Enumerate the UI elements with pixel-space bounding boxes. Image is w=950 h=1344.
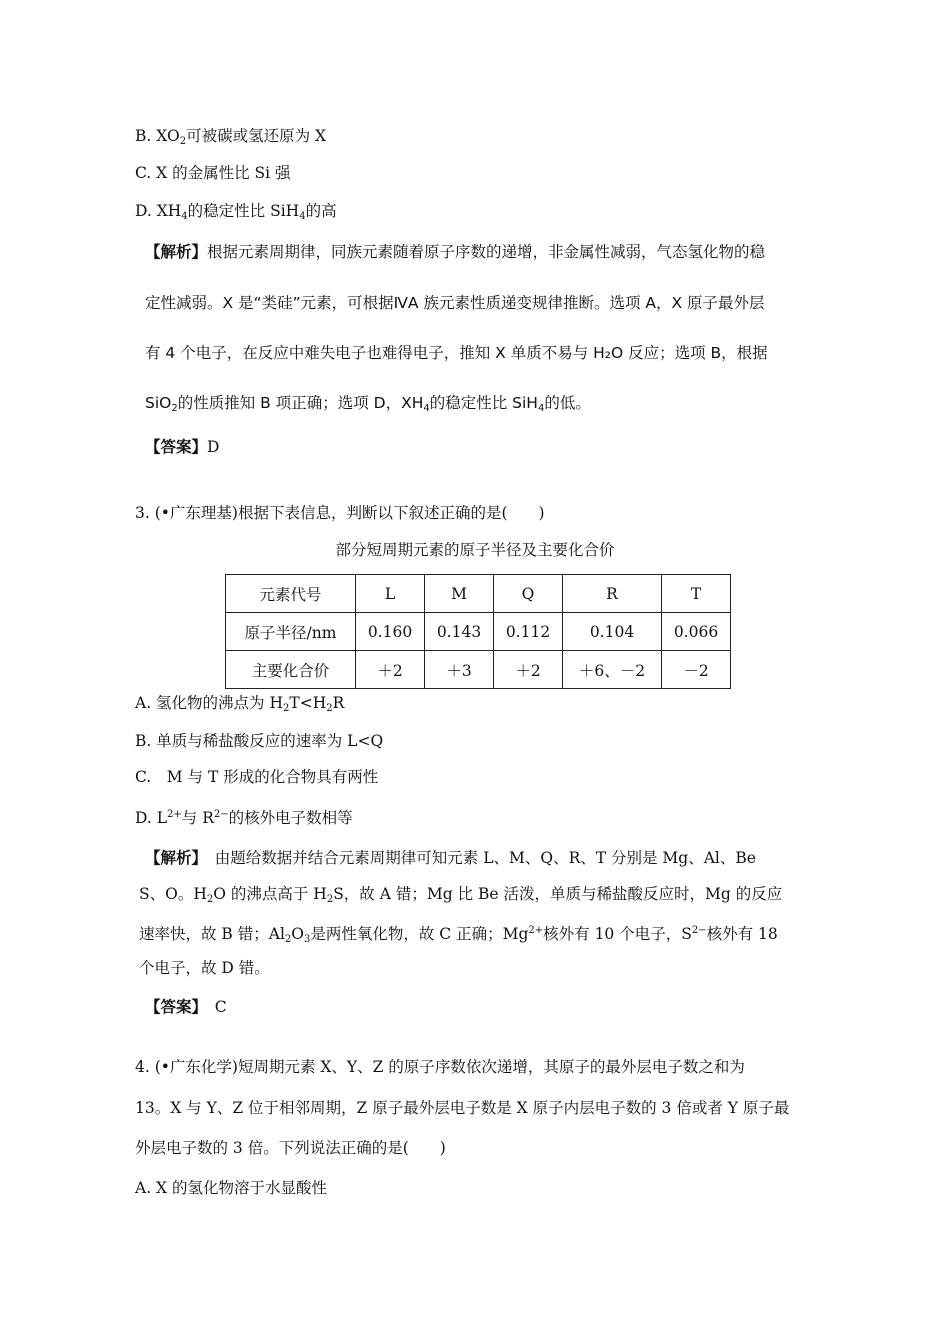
q2-analysis-line-4: SiO$_2$的性质推知 B 项正确；选项 D，$XH_4$的稳定性比 SiH$_4$的低。 [145,394,591,414]
table-cell: 主要化合价 [226,651,356,689]
table-cell: L [356,575,425,613]
table-cell: 0.143 [425,613,494,651]
q3-option-c: C. M 与 T 形成的化合物具有两性 [135,768,379,786]
table-cell: 元素代号 [226,575,356,613]
analysis-tag: 【解析】 [145,849,200,867]
table-cell: R [563,575,662,613]
q4-stem-line-1: 4. (•广东化学)短周期元素 X、Y、Z 的原子序数依次递增，其原子的最外层电子数之和为 [135,1058,745,1076]
q2-analysis-line-3: 有 4 个电子，在反应中难失电子也难得电子，推知 X 单质不易与 H₂O 反应；选项 B，根据 [145,344,768,362]
q3-option-a: A. 氢化物的沸点为 $H_2T<H_2R$ [135,694,345,714]
q3-element-table [225,574,731,689]
q3-analysis-line-3: 速率快，故 B 错；$Al_2O_3$是两性氧化物，故 C 正确；$Mg^{2+}$核外有 10 个电子，$S^{2-}$核外有 18 [139,925,778,945]
analysis-tag: 【解析】 [145,243,208,261]
q3-stem: 3. (•广东理基)根据下表信息，判断以下叙述正确的是( ) [135,504,545,522]
q4-stem-line-3: 外层电子数的 3 倍。下列说法正确的是( ) [135,1139,446,1157]
q2-option-b: B. $XO_2$可被碳或氢还原为 X [135,127,327,147]
table-row [226,613,731,651]
q3-answer: 【答案】 C [145,998,227,1016]
q3-analysis-line-4: 个电子，故 D 错。 [139,959,270,977]
table-cell: ＋3 [425,651,494,689]
q2-option-c: C. X 的金属性比 Si 强 [135,164,291,182]
table-cell: 0.104 [563,613,662,651]
q2-analysis-line-2: 定性减弱。X 是“类硅”元素，可根据ⅣA 族元素性质递变规律推断。选项 A，X 原子最外层 [145,294,765,312]
table-cell: ＋2 [494,651,563,689]
table-cell: 0.112 [494,613,563,651]
q2-answer: 【答案】D [145,438,220,456]
answer-tag: 【答案】 [145,438,208,456]
q2-analysis-line-1: 【解析】根据元素周期律，同族元素随着原子序数的递增，非金属性减弱，气态氢化物的稳 [145,243,766,261]
table-cell: ＋6、－2 [563,651,662,689]
answer-tag: 【答案】 [145,998,200,1016]
table-cell: ＋2 [356,651,425,689]
table-cell: 0.160 [356,613,425,651]
table-cell: 原子半径/nm [226,613,356,651]
q4-stem-line-2: 13。X 与 Y、Z 位于相邻周期，Z 原子最外层电子数是 X 原子内层电子数的 3 倍或者 Y 原子最 [135,1099,790,1117]
table-row [226,651,731,689]
table-cell: －2 [662,651,731,689]
table-cell: T [662,575,731,613]
q3-option-d: D. $L^{2+}$与 $R^{2-}$的核外电子数相等 [135,809,353,827]
q3-table-caption: 部分短周期元素的原子半径及主要化合价 [335,541,615,559]
table-row [226,575,731,613]
q2-option-d: D. $XH_4$的稳定性比 SiH$_4$的高 [135,202,337,222]
table-cell: M [425,575,494,613]
q3-analysis-line-1: 【解析】 由题给数据并结合元素周期律可知元素 L、M、Q、R、T 分别是 Mg、Al、Be [145,849,756,867]
table-cell: 0.066 [662,613,731,651]
q4-option-a: A. X 的氢化物溶于水显酸性 [135,1179,328,1197]
table-cell: Q [494,575,563,613]
q3-analysis-line-2: S、O。$H_2O$ 的沸点高于 $H_2S$，故 A 错；Mg 比 Be 活泼，单质与稀盐酸反应时，Mg 的反应 [139,885,783,905]
q3-option-b: B. 单质与稀盐酸反应的速率为 L<Q [135,732,384,750]
